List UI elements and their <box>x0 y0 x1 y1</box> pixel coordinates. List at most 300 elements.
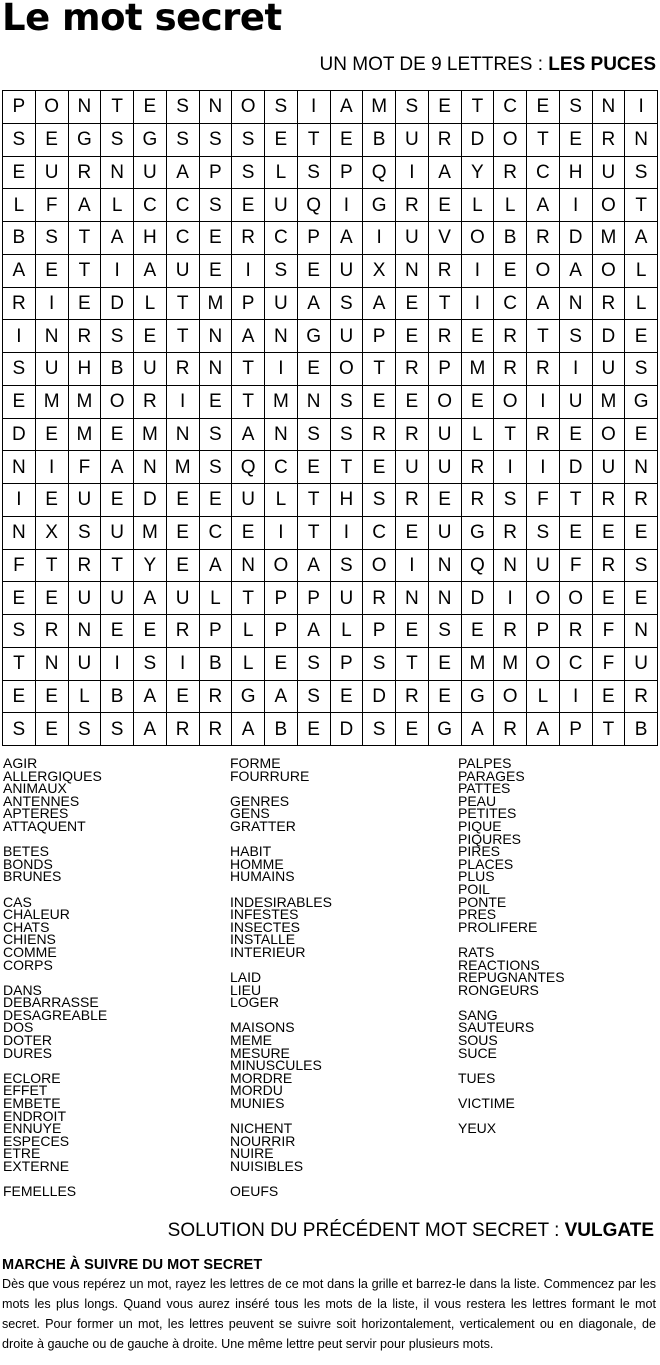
grid-cell[interactable]: S <box>199 418 232 451</box>
grid-cell[interactable]: E <box>166 516 199 549</box>
grid-cell[interactable]: R <box>428 123 461 156</box>
word-list-item[interactable]: LOGER <box>230 994 280 1011</box>
grid-cell[interactable]: N <box>494 549 527 582</box>
grid-cell[interactable]: O <box>265 549 298 582</box>
grid-cell[interactable]: U <box>265 189 298 222</box>
word-list-item[interactable]: ENNUYE <box>3 1120 62 1137</box>
word-list-item[interactable]: REACTIONS <box>458 956 540 973</box>
grid-cell[interactable]: U <box>330 254 363 287</box>
word-list-item[interactable]: MUNIES <box>230 1095 285 1112</box>
grid-cell[interactable]: I <box>494 451 527 484</box>
grid-cell[interactable]: S <box>625 156 658 189</box>
grid-cell[interactable]: E <box>35 254 68 287</box>
grid-cell[interactable]: S <box>330 549 363 582</box>
grid-cell[interactable]: D <box>559 222 592 255</box>
grid-cell[interactable]: E <box>396 287 429 320</box>
grid-cell[interactable]: E <box>265 123 298 156</box>
grid-cell[interactable]: E <box>625 418 658 451</box>
grid-cell[interactable]: U <box>559 385 592 418</box>
grid-cell[interactable]: R <box>68 320 101 353</box>
grid-cell[interactable]: S <box>232 156 265 189</box>
word-list-item[interactable]: FEMELLES <box>3 1183 77 1200</box>
word-list-item[interactable]: MESURE <box>230 1044 290 1061</box>
grid-cell[interactable]: N <box>625 615 658 648</box>
grid-cell[interactable]: O <box>461 222 494 255</box>
grid-cell[interactable]: I <box>265 516 298 549</box>
word-list-item[interactable]: INSECTES <box>230 918 301 935</box>
grid-cell[interactable]: P <box>297 222 330 255</box>
grid-cell[interactable]: E <box>297 713 330 746</box>
grid-cell[interactable]: D <box>461 123 494 156</box>
grid-cell[interactable]: G <box>363 189 396 222</box>
grid-cell[interactable]: R <box>527 418 560 451</box>
grid-cell[interactable]: N <box>559 287 592 320</box>
grid-cell[interactable]: N <box>428 549 461 582</box>
grid-cell[interactable]: E <box>494 254 527 287</box>
word-list-item[interactable]: HUMAINS <box>230 868 295 885</box>
word-list-item[interactable]: MAISONS <box>230 1019 295 1036</box>
grid-cell[interactable]: R <box>134 385 167 418</box>
grid-cell[interactable]: O <box>35 91 68 124</box>
word-list-item[interactable]: AGIR <box>3 755 38 771</box>
grid-cell[interactable]: R <box>592 287 625 320</box>
grid-cell[interactable]: C <box>166 189 199 222</box>
word-list-item[interactable]: LAID <box>230 969 262 986</box>
grid-cell[interactable]: S <box>363 647 396 680</box>
grid-cell[interactable]: A <box>330 222 363 255</box>
grid-cell[interactable]: U <box>265 287 298 320</box>
grid-cell[interactable]: O <box>494 123 527 156</box>
grid-cell[interactable]: I <box>559 680 592 713</box>
grid-cell[interactable]: G <box>134 123 167 156</box>
grid-cell[interactable]: C <box>494 91 527 124</box>
grid-cell[interactable]: U <box>166 254 199 287</box>
grid-cell[interactable]: D <box>363 680 396 713</box>
grid-cell[interactable]: U <box>396 123 429 156</box>
word-list-item[interactable]: SANG <box>458 1006 498 1023</box>
grid-cell[interactable]: R <box>592 484 625 517</box>
word-list-item[interactable]: EXTERNE <box>3 1158 70 1174</box>
grid-cell[interactable]: P <box>3 91 36 124</box>
word-list-item[interactable]: DOS <box>3 1019 34 1036</box>
grid-cell[interactable]: S <box>330 385 363 418</box>
grid-cell[interactable]: P <box>428 353 461 386</box>
grid-cell[interactable]: S <box>297 156 330 189</box>
grid-cell[interactable]: E <box>396 615 429 648</box>
grid-cell[interactable]: R <box>494 156 527 189</box>
grid-cell[interactable]: E <box>134 320 167 353</box>
grid-cell[interactable]: M <box>265 385 298 418</box>
word-list-item[interactable]: PONTE <box>458 893 507 910</box>
word-list-item[interactable]: INTERIEUR <box>230 943 306 960</box>
grid-cell[interactable]: O <box>494 385 527 418</box>
grid-cell[interactable]: N <box>166 418 199 451</box>
word-list-item[interactable]: CORPS <box>3 956 53 973</box>
word-list-item[interactable]: ENDROIT <box>3 1107 66 1124</box>
word-list-item[interactable]: ATTAQUENT <box>3 817 86 834</box>
grid-cell[interactable]: R <box>363 418 396 451</box>
grid-cell[interactable]: U <box>134 353 167 386</box>
word-list-item[interactable]: LIEU <box>230 981 262 998</box>
grid-cell[interactable]: S <box>265 91 298 124</box>
grid-cell[interactable]: O <box>592 418 625 451</box>
grid-cell[interactable]: U <box>134 156 167 189</box>
grid-cell[interactable]: Q <box>363 156 396 189</box>
grid-cell[interactable]: B <box>101 353 134 386</box>
grid-cell[interactable]: A <box>68 189 101 222</box>
grid-cell[interactable]: E <box>166 549 199 582</box>
grid-cell[interactable]: I <box>396 549 429 582</box>
grid-cell[interactable]: B <box>3 222 36 255</box>
grid-cell[interactable]: G <box>625 385 658 418</box>
word-list-item[interactable]: MORDU <box>230 1082 283 1099</box>
grid-cell[interactable]: T <box>68 222 101 255</box>
grid-cell[interactable]: T <box>461 91 494 124</box>
grid-cell[interactable]: S <box>68 516 101 549</box>
grid-cell[interactable]: A <box>166 156 199 189</box>
grid-cell[interactable]: I <box>330 516 363 549</box>
grid-cell[interactable]: T <box>232 582 265 615</box>
grid-cell[interactable]: L <box>232 615 265 648</box>
grid-cell[interactable]: E <box>428 484 461 517</box>
word-list-item[interactable]: RATS <box>458 943 495 960</box>
grid-cell[interactable]: S <box>35 222 68 255</box>
grid-cell[interactable]: I <box>461 254 494 287</box>
word-list-item[interactable]: ESPECES <box>3 1132 70 1149</box>
word-list-item[interactable]: BONDS <box>3 855 53 872</box>
grid-cell[interactable]: R <box>166 353 199 386</box>
grid-cell[interactable]: R <box>68 549 101 582</box>
grid-cell[interactable]: T <box>494 418 527 451</box>
grid-cell[interactable]: U <box>527 549 560 582</box>
grid-cell[interactable]: P <box>363 320 396 353</box>
word-list-item[interactable]: PETITES <box>458 805 517 822</box>
grid-cell[interactable]: S <box>3 615 36 648</box>
grid-cell[interactable]: E <box>625 516 658 549</box>
grid-cell[interactable]: F <box>592 615 625 648</box>
grid-cell[interactable]: I <box>3 484 36 517</box>
grid-cell[interactable]: I <box>559 189 592 222</box>
grid-cell[interactable]: U <box>592 353 625 386</box>
grid-cell[interactable]: T <box>297 123 330 156</box>
grid-cell[interactable]: A <box>134 713 167 746</box>
grid-cell[interactable]: B <box>363 123 396 156</box>
word-list-item[interactable]: HOMME <box>230 855 284 872</box>
grid-cell[interactable]: L <box>494 189 527 222</box>
word-list-item[interactable]: INDESIRABLES <box>230 893 332 910</box>
grid-cell[interactable]: I <box>35 287 68 320</box>
grid-cell[interactable]: E <box>3 582 36 615</box>
grid-cell[interactable]: M <box>35 385 68 418</box>
word-list-item[interactable]: MINUSCULES <box>230 1057 322 1074</box>
word-list-item[interactable]: GENS <box>230 805 270 822</box>
grid-cell[interactable]: U <box>592 451 625 484</box>
grid-cell[interactable]: C <box>265 222 298 255</box>
word-list-item[interactable]: PIRES <box>458 843 501 860</box>
grid-cell[interactable]: S <box>559 320 592 353</box>
grid-cell[interactable]: U <box>35 353 68 386</box>
grid-cell[interactable]: R <box>494 615 527 648</box>
grid-cell[interactable]: S <box>101 713 134 746</box>
grid-cell[interactable]: I <box>265 353 298 386</box>
grid-cell[interactable]: N <box>199 91 232 124</box>
grid-cell[interactable]: A <box>330 91 363 124</box>
grid-cell[interactable]: N <box>265 320 298 353</box>
grid-cell[interactable]: L <box>461 418 494 451</box>
grid-cell[interactable]: U <box>330 582 363 615</box>
grid-cell[interactable]: T <box>3 647 36 680</box>
grid-cell[interactable]: E <box>134 615 167 648</box>
grid-cell[interactable]: E <box>101 484 134 517</box>
word-list-item[interactable]: PIQUE <box>458 817 502 834</box>
grid-cell[interactable]: G <box>297 320 330 353</box>
grid-cell[interactable]: O <box>559 582 592 615</box>
grid-cell[interactable]: A <box>134 680 167 713</box>
grid-cell[interactable]: E <box>35 418 68 451</box>
grid-cell[interactable]: A <box>232 418 265 451</box>
grid-cell[interactable]: T <box>166 320 199 353</box>
grid-cell[interactable]: R <box>396 353 429 386</box>
grid-cell[interactable]: M <box>68 385 101 418</box>
grid-cell[interactable]: N <box>35 320 68 353</box>
grid-cell[interactable]: N <box>232 549 265 582</box>
word-list-item[interactable]: PRES <box>458 906 497 923</box>
grid-cell[interactable]: E <box>396 320 429 353</box>
grid-cell[interactable]: U <box>592 156 625 189</box>
word-list-item[interactable]: NUISIBLES <box>230 1158 304 1174</box>
grid-cell[interactable]: R <box>3 287 36 320</box>
grid-cell[interactable]: H <box>68 353 101 386</box>
grid-cell[interactable]: E <box>527 91 560 124</box>
grid-cell[interactable]: L <box>461 189 494 222</box>
grid-cell[interactable]: U <box>396 451 429 484</box>
word-list-item[interactable]: GRATTER <box>230 817 296 834</box>
grid-cell[interactable]: U <box>166 582 199 615</box>
grid-cell[interactable]: P <box>527 615 560 648</box>
grid-cell[interactable]: U <box>68 582 101 615</box>
grid-cell[interactable]: F <box>592 647 625 680</box>
grid-cell[interactable]: M <box>68 418 101 451</box>
grid-cell[interactable]: R <box>199 680 232 713</box>
grid-cell[interactable]: T <box>101 549 134 582</box>
word-list-item[interactable]: NICHENT <box>230 1120 293 1137</box>
grid-cell[interactable]: R <box>166 615 199 648</box>
grid-cell[interactable]: M <box>461 647 494 680</box>
grid-cell[interactable]: P <box>297 582 330 615</box>
grid-cell[interactable]: F <box>68 451 101 484</box>
grid-cell[interactable]: E <box>3 680 36 713</box>
grid-cell[interactable]: E <box>232 189 265 222</box>
grid-cell[interactable]: E <box>396 516 429 549</box>
grid-cell[interactable]: S <box>363 484 396 517</box>
word-list-item[interactable]: FOURRURE <box>230 767 310 784</box>
grid-cell[interactable]: R <box>428 254 461 287</box>
grid-cell[interactable]: S <box>625 353 658 386</box>
grid-cell[interactable]: R <box>166 713 199 746</box>
grid-cell[interactable]: L <box>199 582 232 615</box>
grid-cell[interactable]: X <box>35 516 68 549</box>
grid-cell[interactable]: A <box>134 582 167 615</box>
grid-cell[interactable]: C <box>199 516 232 549</box>
grid-cell[interactable]: B <box>101 680 134 713</box>
grid-cell[interactable]: S <box>297 680 330 713</box>
grid-cell[interactable]: E <box>428 647 461 680</box>
grid-cell[interactable]: E <box>461 320 494 353</box>
word-list-item[interactable]: DOTER <box>3 1032 52 1049</box>
grid-cell[interactable]: O <box>363 549 396 582</box>
grid-cell[interactable]: N <box>101 156 134 189</box>
grid-cell[interactable]: L <box>3 189 36 222</box>
grid-cell[interactable]: S <box>428 615 461 648</box>
grid-cell[interactable]: P <box>330 156 363 189</box>
word-list-item[interactable]: NUIRE <box>230 1145 274 1162</box>
grid-cell[interactable]: T <box>428 287 461 320</box>
grid-cell[interactable]: E <box>297 451 330 484</box>
grid-cell[interactable]: E <box>166 680 199 713</box>
grid-cell[interactable]: R <box>232 222 265 255</box>
word-list-item[interactable]: DEBARRASSE <box>3 994 99 1011</box>
grid-cell[interactable]: S <box>101 123 134 156</box>
grid-cell[interactable]: E <box>428 91 461 124</box>
grid-cell[interactable]: M <box>363 91 396 124</box>
word-list-item[interactable]: ANTENNES <box>3 792 80 809</box>
grid-cell[interactable]: N <box>396 254 429 287</box>
word-list-item[interactable]: CHATS <box>3 918 50 935</box>
grid-cell[interactable]: M <box>134 418 167 451</box>
grid-cell[interactable]: M <box>592 222 625 255</box>
grid-cell[interactable]: R <box>559 615 592 648</box>
grid-cell[interactable]: M <box>134 516 167 549</box>
grid-cell[interactable]: S <box>134 647 167 680</box>
word-list-item[interactable]: DANS <box>3 981 42 998</box>
grid-cell[interactable]: R <box>396 680 429 713</box>
grid-cell[interactable]: P <box>330 647 363 680</box>
grid-cell[interactable]: F <box>3 549 36 582</box>
grid-cell[interactable]: D <box>461 582 494 615</box>
grid-cell[interactable]: A <box>625 222 658 255</box>
grid-cell[interactable]: I <box>101 647 134 680</box>
grid-cell[interactable]: P <box>232 287 265 320</box>
word-list-item[interactable]: COMME <box>3 943 57 960</box>
grid-cell[interactable]: T <box>297 484 330 517</box>
grid-cell[interactable]: N <box>625 123 658 156</box>
grid-cell[interactable]: C <box>363 516 396 549</box>
grid-cell[interactable]: E <box>35 484 68 517</box>
grid-cell[interactable]: R <box>396 418 429 451</box>
grid-cell[interactable]: E <box>199 385 232 418</box>
grid-cell[interactable]: S <box>330 287 363 320</box>
grid-cell[interactable]: L <box>101 189 134 222</box>
grid-cell[interactable]: D <box>134 484 167 517</box>
grid-cell[interactable]: E <box>559 418 592 451</box>
grid-cell[interactable]: R <box>363 582 396 615</box>
grid-cell[interactable]: U <box>428 516 461 549</box>
grid-cell[interactable]: T <box>166 287 199 320</box>
grid-cell[interactable]: L <box>527 680 560 713</box>
grid-cell[interactable]: S <box>297 418 330 451</box>
grid-cell[interactable]: E <box>265 647 298 680</box>
grid-cell[interactable]: T <box>527 320 560 353</box>
grid-cell[interactable]: E <box>134 91 167 124</box>
word-list-item[interactable]: MEME <box>230 1032 272 1049</box>
grid-cell[interactable]: I <box>559 353 592 386</box>
grid-cell[interactable]: S <box>232 123 265 156</box>
word-list-item[interactable]: CHALEUR <box>3 906 70 923</box>
grid-cell[interactable]: A <box>232 320 265 353</box>
grid-cell[interactable]: L <box>232 647 265 680</box>
word-list-item[interactable]: PATTES <box>458 780 511 797</box>
grid-cell[interactable]: T <box>68 254 101 287</box>
grid-cell[interactable]: I <box>297 91 330 124</box>
grid-cell[interactable]: A <box>297 615 330 648</box>
grid-cell[interactable]: E <box>592 582 625 615</box>
grid-cell[interactable]: I <box>461 287 494 320</box>
grid-cell[interactable]: U <box>101 516 134 549</box>
grid-cell[interactable]: E <box>3 385 36 418</box>
grid-cell[interactable]: S <box>199 451 232 484</box>
grid-cell[interactable]: P <box>559 713 592 746</box>
grid-cell[interactable]: R <box>461 451 494 484</box>
grid-cell[interactable]: E <box>625 582 658 615</box>
grid-cell[interactable]: U <box>396 222 429 255</box>
grid-cell[interactable]: E <box>592 516 625 549</box>
grid-cell[interactable]: N <box>396 582 429 615</box>
grid-cell[interactable]: O <box>494 680 527 713</box>
grid-cell[interactable]: U <box>101 582 134 615</box>
grid-cell[interactable]: S <box>494 484 527 517</box>
grid-cell[interactable]: U <box>330 320 363 353</box>
grid-cell[interactable]: B <box>265 713 298 746</box>
grid-cell[interactable]: E <box>363 451 396 484</box>
grid-cell[interactable]: C <box>527 156 560 189</box>
grid-cell[interactable]: A <box>297 287 330 320</box>
grid-cell[interactable]: T <box>35 549 68 582</box>
grid-cell[interactable]: H <box>330 484 363 517</box>
grid-cell[interactable]: D <box>592 320 625 353</box>
grid-cell[interactable]: I <box>166 647 199 680</box>
grid-cell[interactable]: U <box>232 484 265 517</box>
grid-cell[interactable]: B <box>199 647 232 680</box>
grid-cell[interactable]: T <box>232 385 265 418</box>
grid-cell[interactable]: R <box>494 516 527 549</box>
grid-cell[interactable]: S <box>297 647 330 680</box>
grid-cell[interactable]: H <box>134 222 167 255</box>
grid-cell[interactable]: E <box>68 287 101 320</box>
word-list-item[interactable]: ETRE <box>3 1145 41 1162</box>
grid-cell[interactable]: N <box>3 451 36 484</box>
grid-cell[interactable]: R <box>494 353 527 386</box>
grid-cell[interactable]: S <box>396 91 429 124</box>
grid-cell[interactable]: Q <box>461 549 494 582</box>
grid-cell[interactable]: T <box>297 516 330 549</box>
grid-cell[interactable]: S <box>527 516 560 549</box>
grid-cell[interactable]: M <box>199 287 232 320</box>
grid-cell[interactable]: A <box>559 254 592 287</box>
grid-cell[interactable]: R <box>494 713 527 746</box>
grid-cell[interactable]: A <box>461 713 494 746</box>
grid-cell[interactable]: A <box>527 713 560 746</box>
grid-cell[interactable]: E <box>559 123 592 156</box>
grid-cell[interactable]: F <box>559 549 592 582</box>
grid-cell[interactable]: I <box>527 385 560 418</box>
word-list-item[interactable]: INFESTES <box>230 906 299 923</box>
word-list-item[interactable]: SUCE <box>458 1044 497 1061</box>
grid-cell[interactable]: H <box>559 156 592 189</box>
grid-cell[interactable]: B <box>625 713 658 746</box>
grid-cell[interactable]: M <box>461 353 494 386</box>
grid-cell[interactable]: P <box>199 156 232 189</box>
word-list-item[interactable]: TUES <box>458 1069 496 1086</box>
